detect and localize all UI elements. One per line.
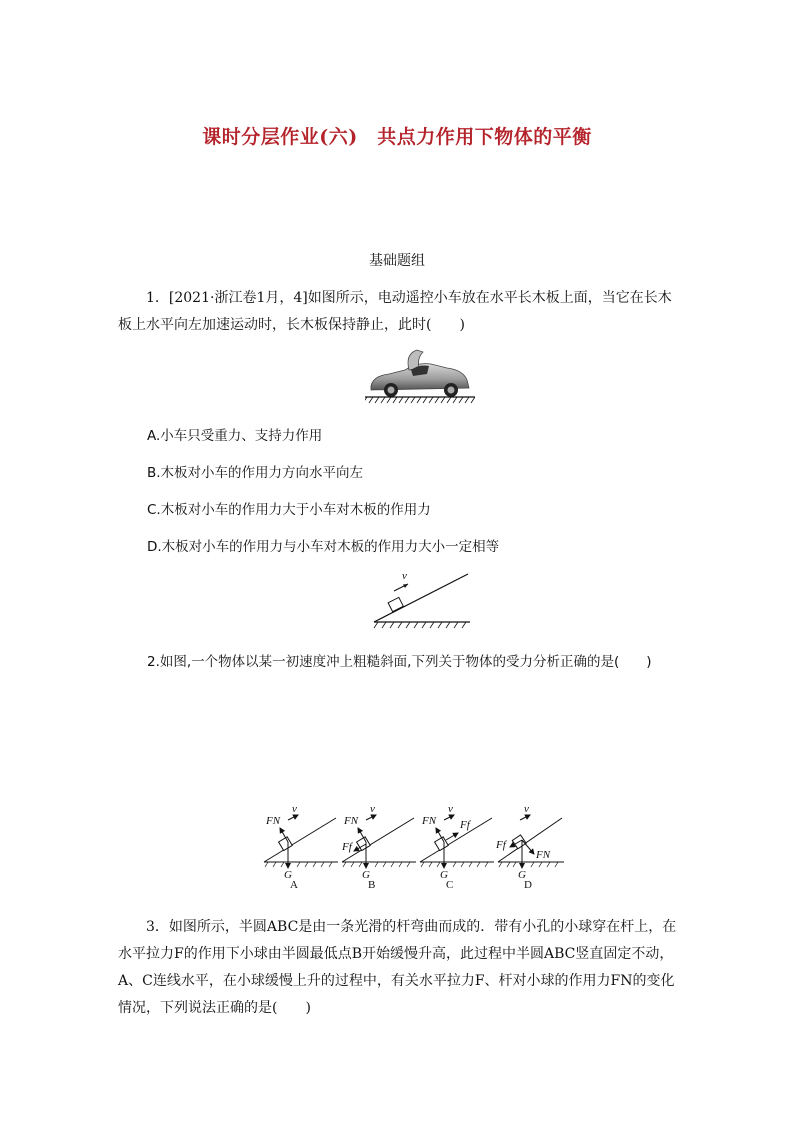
section-title: 基础题组: [369, 253, 425, 269]
svg-text:Ff: Ff: [460, 819, 470, 831]
svg-text:FN: FN: [266, 815, 281, 827]
svg-text:FN: FN: [422, 815, 437, 827]
incline-figure: [370, 568, 474, 630]
question-3-stem: 3．如图所示，半圆ABC是由一条光滑的杆弯曲而成的．带有小孔的小球穿在杆上，在水平拉力F的作用下小球由半圆最低点B开始缓慢升高，此过程中半圆ABC竖直固定不动，A、C连线水平，在小球缓慢上升的过程中，有关水平拉力F、杆对小球的作用力FN的变化情况，下列说法正确的是( ): [118, 919, 677, 1016]
svg-text:D: D: [524, 879, 532, 891]
diagram-panel-a: [264, 803, 338, 891]
question-1-option-a: A.小车只受重力、支持力作用: [147, 428, 323, 444]
svg-text:FN: FN: [536, 849, 551, 861]
diagram-panel-c: [420, 803, 494, 891]
question-1-option-b: B.木板对小车的作用力方向水平向左: [147, 465, 364, 481]
svg-text:G: G: [518, 869, 526, 881]
svg-text:C: C: [446, 879, 454, 891]
question-2-stem: 2.如图,一个物体以某一初速度冲上粗糙斜面,下列关于物体的受力分析正确的是( ): [147, 654, 652, 670]
svg-text:v: v: [448, 803, 453, 815]
diagram-panel-d: [495, 803, 564, 891]
page-title: 课时分层作业(六) 共点力作用下物体的平衡: [202, 126, 592, 148]
svg-text:A: A: [290, 879, 298, 891]
question-1-stem: 1．[2021·浙江卷1月，4]如图所示，电动遥控小车放在水平长木板上面，当它在长木板上水平向左加速运动时，长木板保持静止，此时( ): [118, 290, 672, 333]
svg-text:v: v: [292, 803, 297, 815]
svg-text:v: v: [524, 803, 529, 815]
svg-text:B: B: [368, 879, 376, 891]
car-figure: [365, 348, 475, 404]
svg-text:G: G: [284, 869, 292, 881]
question-1-option-d: D.木板对小车的作用力与小车对木板的作用力大小一定相等: [147, 539, 500, 555]
svg-text:FN: FN: [344, 815, 359, 827]
question-1-option-c: C.木板对小车的作用力大于小车对木板的作用力: [147, 502, 431, 518]
svg-text:v: v: [370, 803, 375, 815]
svg-text:Ff: Ff: [342, 841, 352, 853]
svg-text:G: G: [440, 869, 448, 881]
force-diagram-options: [258, 798, 568, 894]
svg-text:Ff: Ff: [496, 839, 506, 851]
diagram-panel-b: [341, 803, 416, 891]
svg-text:G: G: [362, 869, 370, 881]
incline-velocity-label: v: [402, 570, 407, 582]
